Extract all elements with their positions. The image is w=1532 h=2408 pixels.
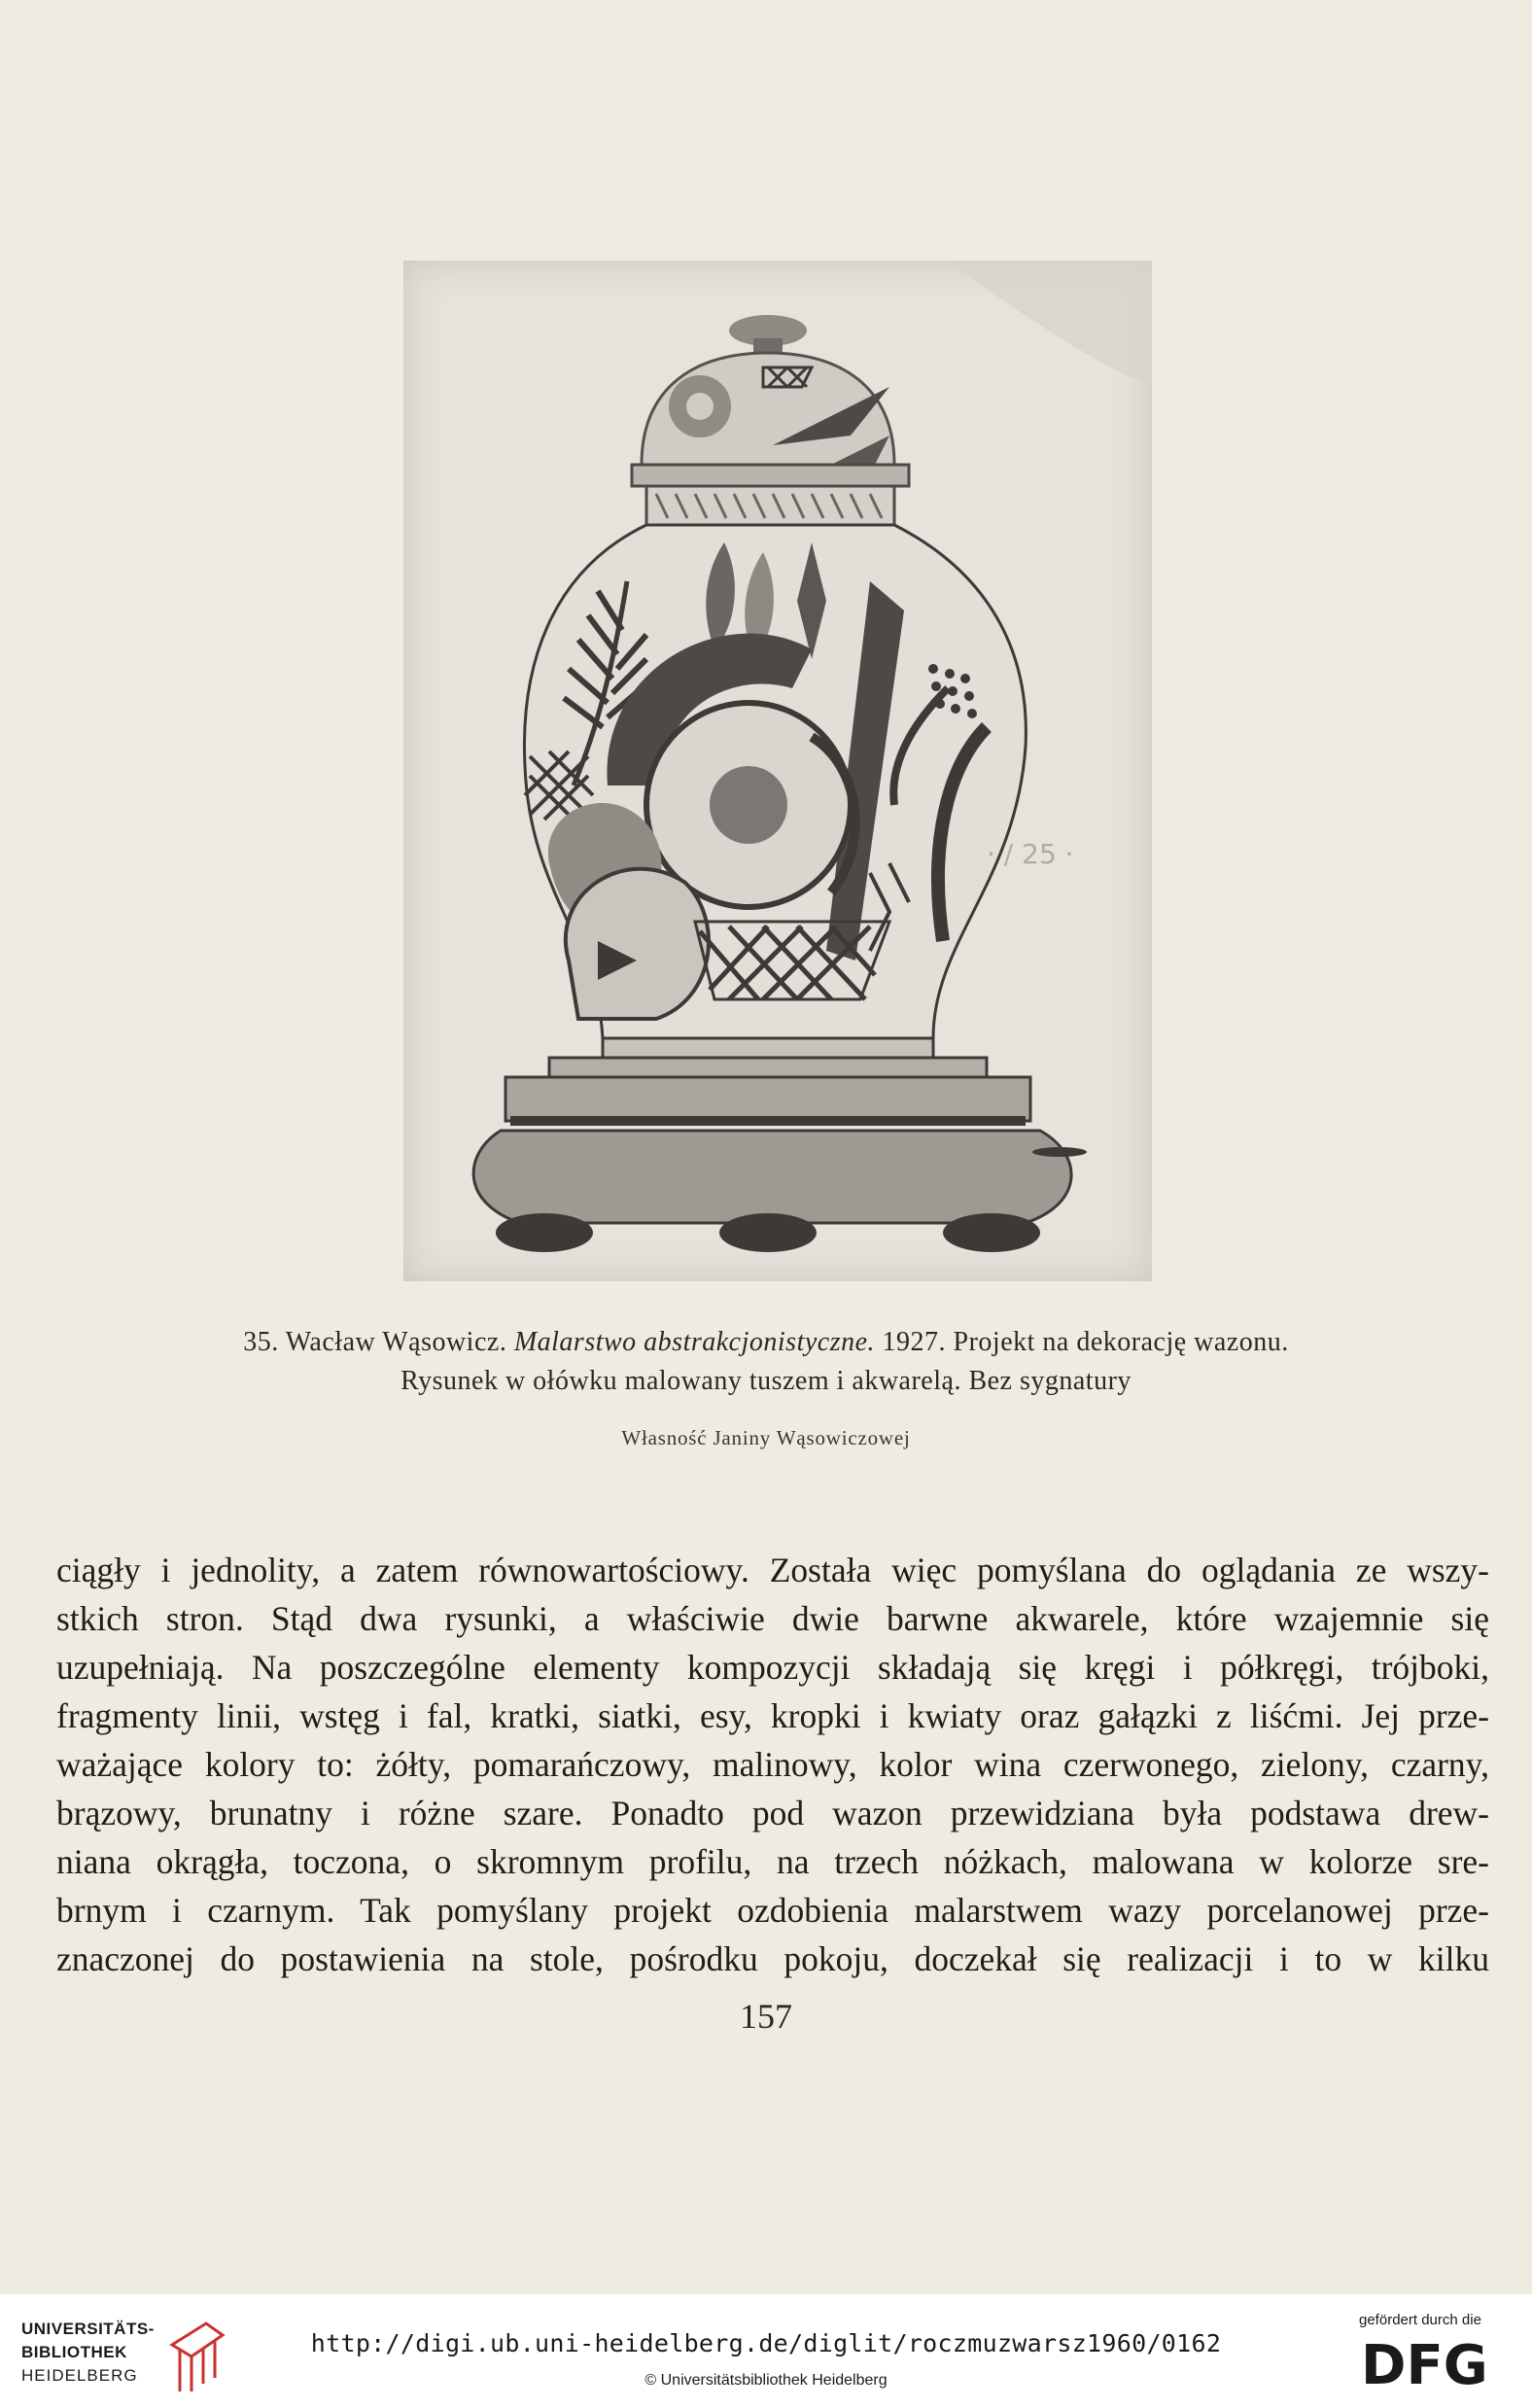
caption-author: Wacław Wąsowicz.	[285, 1327, 507, 1357]
vase-illustration	[403, 261, 1152, 1281]
page-number: 157	[740, 1997, 792, 2036]
library-name-line-1: UNIVERSITÄTS-	[21, 2320, 155, 2338]
caption-number: 35.	[243, 1327, 279, 1357]
text-line: fragmenty linii, wstęg i fal, kratki, siatki, esy, kropki i kwiaty oraz gałązki z liśćmi. Jej prze-	[56, 1696, 1489, 1735]
text-line: brnym i czarnym. Tak pomyślany projekt ozdobienia malarstwem wazy porcelanowej prze-	[56, 1891, 1489, 1930]
svg-text:· / 25 ·: · / 25 ·	[987, 838, 1074, 870]
dfg-logo	[1359, 2333, 1515, 2391]
vase-drawing	[403, 261, 1152, 1281]
library-name-line-2: BIBLIOTHEK	[21, 2343, 127, 2361]
caption-rest: 1927. Projekt na dekorację wazonu.	[882, 1327, 1289, 1357]
text-line: ważające kolory to: żółty, pomarańczowy, malinowy, kolor wina czerwonego, zielony, czarny,	[56, 1745, 1489, 1784]
digitization-footer	[0, 2294, 1532, 2408]
library-name-line-3: HEIDELBERG	[21, 2366, 138, 2385]
copyright-notice: © Universitätsbibliothek Heidelberg	[644, 2372, 888, 2389]
caption-title: Malarstwo abstrakcjonistyczne.	[513, 1327, 876, 1357]
ownership-note: Własność Janiny Wąsowiczowej	[621, 1426, 911, 1449]
text-line: ciągły i jednolity, a zatem równowartościowy. Została więc pomyślana do oglądania ze wszy-	[56, 1551, 1489, 1589]
figure-caption-line-2: Rysunek w ołówku malowany tuszem i akwarelą. Bez sygnatury	[400, 1366, 1132, 1396]
funding-badge	[1359, 2312, 1515, 2399]
text-line: brązowy, brunatny i różne szare. Ponadto pod wazon przewidziana była podstawa drew-	[56, 1794, 1489, 1832]
figure-caption-line-1	[165, 1327, 1367, 1358]
permalink-url[interactable]: http://digi.ub.uni-heidelberg.de/diglit/roczmuzwarsz1960/0162	[310, 2329, 1222, 2357]
text-line: uzupełniają. Na poszczególne elementy kompozycji składają się kręgi i półkręgi, trójboki,	[56, 1648, 1489, 1687]
text-line: znaczonej do postawienia na stole, pośrodku pokoju, doczekał się realizacji i to w kilku	[56, 1939, 1489, 1978]
text-line: niana okrągła, toczona, o skromnym profilu, na trzech nóżkach, malowana w kolorze sre-	[56, 1842, 1489, 1881]
funding-label: gefördert durch die	[1359, 2312, 1481, 2328]
dfg-logo-text: DFG	[1361, 2334, 1488, 2391]
text-line: stkich stron. Stąd dwa rysunki, a właściwie dwie barwne akwarele, które wzajemnie się	[56, 1599, 1489, 1638]
body-text	[56, 1546, 1489, 1983]
